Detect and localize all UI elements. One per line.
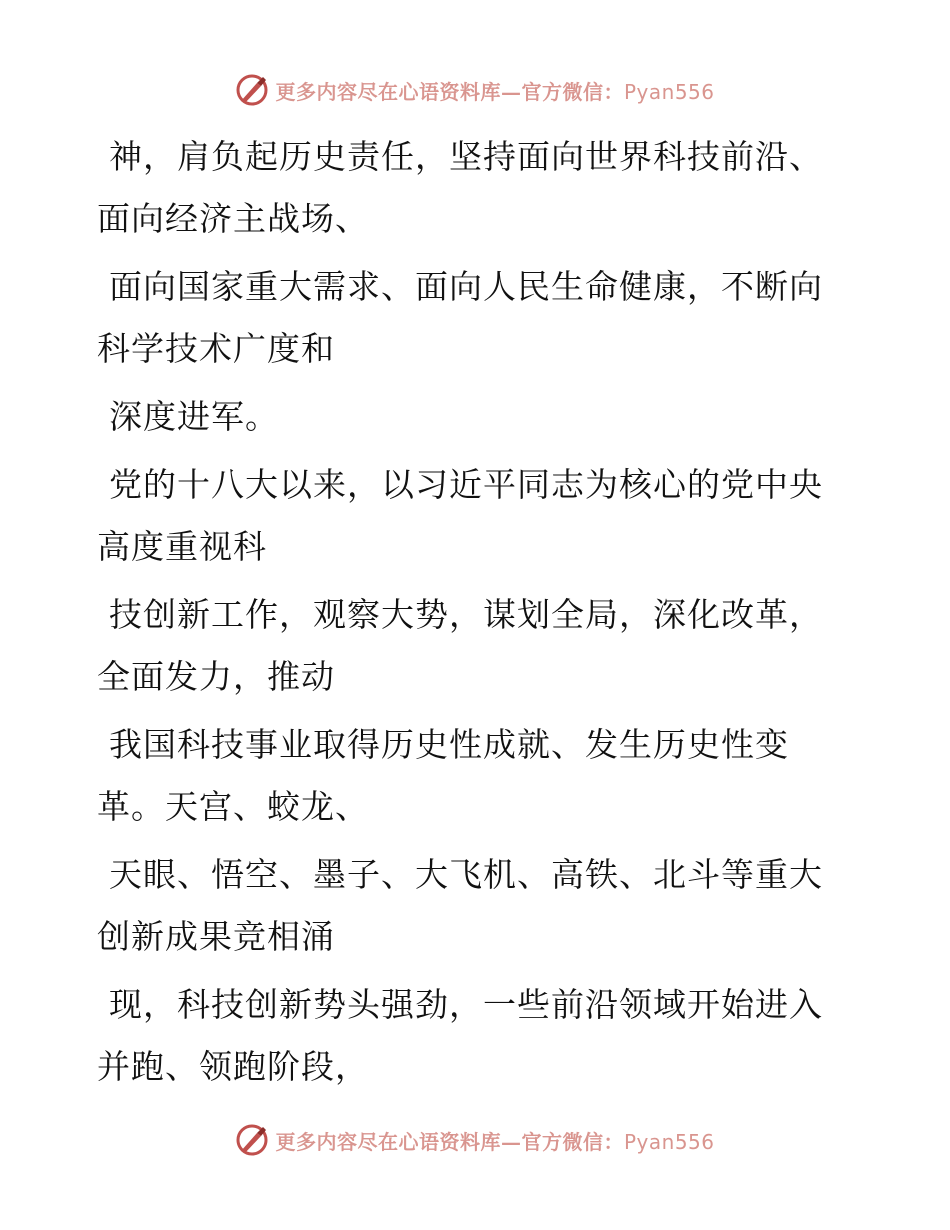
text-line: 革。天宫、蛟龙、	[97, 787, 369, 826]
paragraph	[97, 714, 857, 838]
paragraph	[97, 126, 857, 250]
watermark-text: 更多内容尽在心语资料库—官方微信：	[275, 79, 624, 104]
document-body	[97, 126, 857, 1104]
text-line: 面向经济主战场、	[97, 199, 369, 238]
wechat-id: Pyan556	[623, 79, 715, 104]
header-watermark	[0, 70, 950, 110]
paragraph	[97, 454, 857, 578]
paragraph	[97, 974, 857, 1098]
text-line: 技创新工作，观察大势，谋划全局，深化改革，	[109, 595, 823, 634]
text-line: 我国科技事业取得历史性成就、发生历史性变	[109, 725, 789, 764]
pen-logo-icon	[235, 73, 269, 107]
paragraph	[97, 386, 857, 448]
paragraph	[97, 256, 857, 380]
text-line: 天眼、悟空、墨子、大飞机、高铁、北斗等重大	[109, 855, 823, 894]
text-line: 高度重视科	[97, 527, 267, 566]
text-line: 党的十八大以来，以习近平同志为核心的党中央	[109, 465, 823, 504]
text-line: 创新成果竞相涌	[97, 917, 335, 956]
text-line: 并跑、领跑阶段，	[97, 1047, 369, 1086]
wechat-id: Pyan556	[623, 1129, 715, 1154]
text-line: 面向国家重大需求、面向人民生命健康，不断向	[109, 267, 823, 306]
paragraph	[97, 584, 857, 708]
text-line: 全面发力，推动	[97, 657, 335, 696]
text-line: 深度进军。	[109, 397, 279, 436]
text-line: 现，科技创新势头强劲，一些前沿领域开始进入	[109, 985, 823, 1024]
watermark-label	[275, 76, 714, 105]
watermark-text: 更多内容尽在心语资料库—官方微信：	[275, 1129, 624, 1154]
watermark-label	[275, 1126, 714, 1155]
pen-logo-icon	[235, 1123, 269, 1157]
text-line: 科学技术广度和	[97, 329, 335, 368]
text-line: 神，肩负起历史责任，坚持面向世界科技前沿、	[109, 137, 823, 176]
paragraph	[97, 844, 857, 968]
footer-watermark	[0, 1120, 950, 1160]
